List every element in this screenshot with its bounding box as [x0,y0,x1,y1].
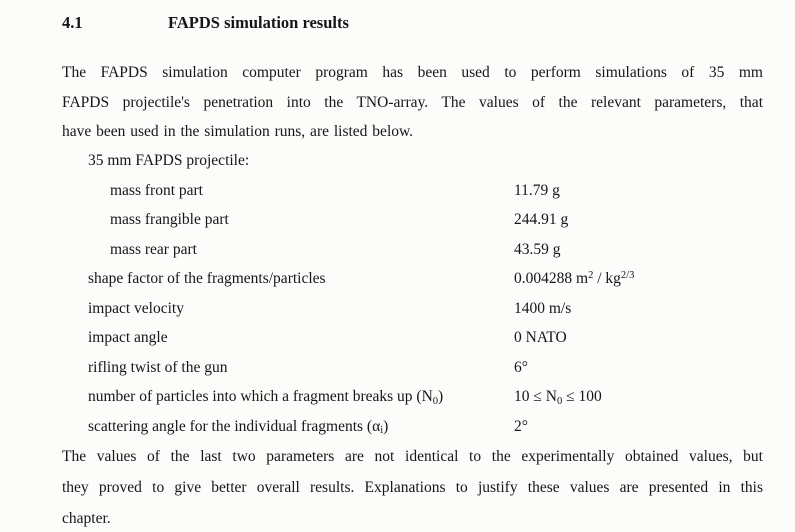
parameter-row [62,176,763,206]
parameter-label: rifling twist of the gun [88,358,228,376]
paragraph-line: they proved to give better overall results. Explanations to justify these values are presented in this [62,479,763,496]
parameter-rows [62,176,763,442]
section-number: 4.1 [62,13,83,32]
paragraph-line: The FAPDS simulation computer program has been used to perform simulations of 35 mm [62,64,763,81]
parameter-label: mass frangible part [110,211,229,228]
paragraph-line: The values of the last two parameters are not identical to the experimentally obtained values, but [62,448,763,465]
parameter-value: 11.79 g [514,181,560,199]
parameter-label: shape factor of the fragments/particles [88,270,326,287]
closing-paragraph [62,441,763,532]
parameter-label: number of particles into which a fragment breaks up $(N_0)$ [88,388,444,407]
paragraph-line: have been used in the simulation runs, are listed below. [62,123,414,140]
parameter-value: $10 \le N_0 \le 100$ [514,388,602,407]
parameter-value: 6° [514,358,528,376]
section-title: FAPDS simulation results [168,13,349,32]
parameter-label: impact velocity [88,299,184,317]
parameter-row [62,235,763,265]
parameter-value: 244.91 g [514,211,569,228]
parameter-row [62,205,763,235]
parameter-value: 1400 m/s [514,299,572,317]
parameter-label: mass front part [110,181,203,199]
parameter-row [62,294,763,324]
parameter-label: impact angle [88,329,168,346]
parameter-group-label: 35 mm FAPDS projectile: [88,152,250,169]
section-heading [62,13,349,33]
parameter-value: 43.59 g [514,240,561,258]
parameter-value: 0.004288 $m^2 / kg^{2/3}$ [514,270,635,287]
parameter-label: mass rear part [110,240,197,258]
parameter-row [62,412,763,442]
paragraph-line: chapter. [62,510,111,527]
parameter-row [62,264,763,294]
parameter-row [62,382,763,412]
parameter-list [62,146,763,441]
parameter-row [62,323,763,353]
parameter-value: 0 NATO [514,329,567,346]
parameter-value: 2° [514,417,528,435]
parameter-row [62,353,763,383]
parameter-label: scattering angle for the individual fragments $(\alpha_i)$ [88,417,389,437]
intro-paragraph [62,58,763,147]
paragraph-line: FAPDS projectile's penetration into the TNO-array. The values of the relevant parameters, that [62,93,763,111]
